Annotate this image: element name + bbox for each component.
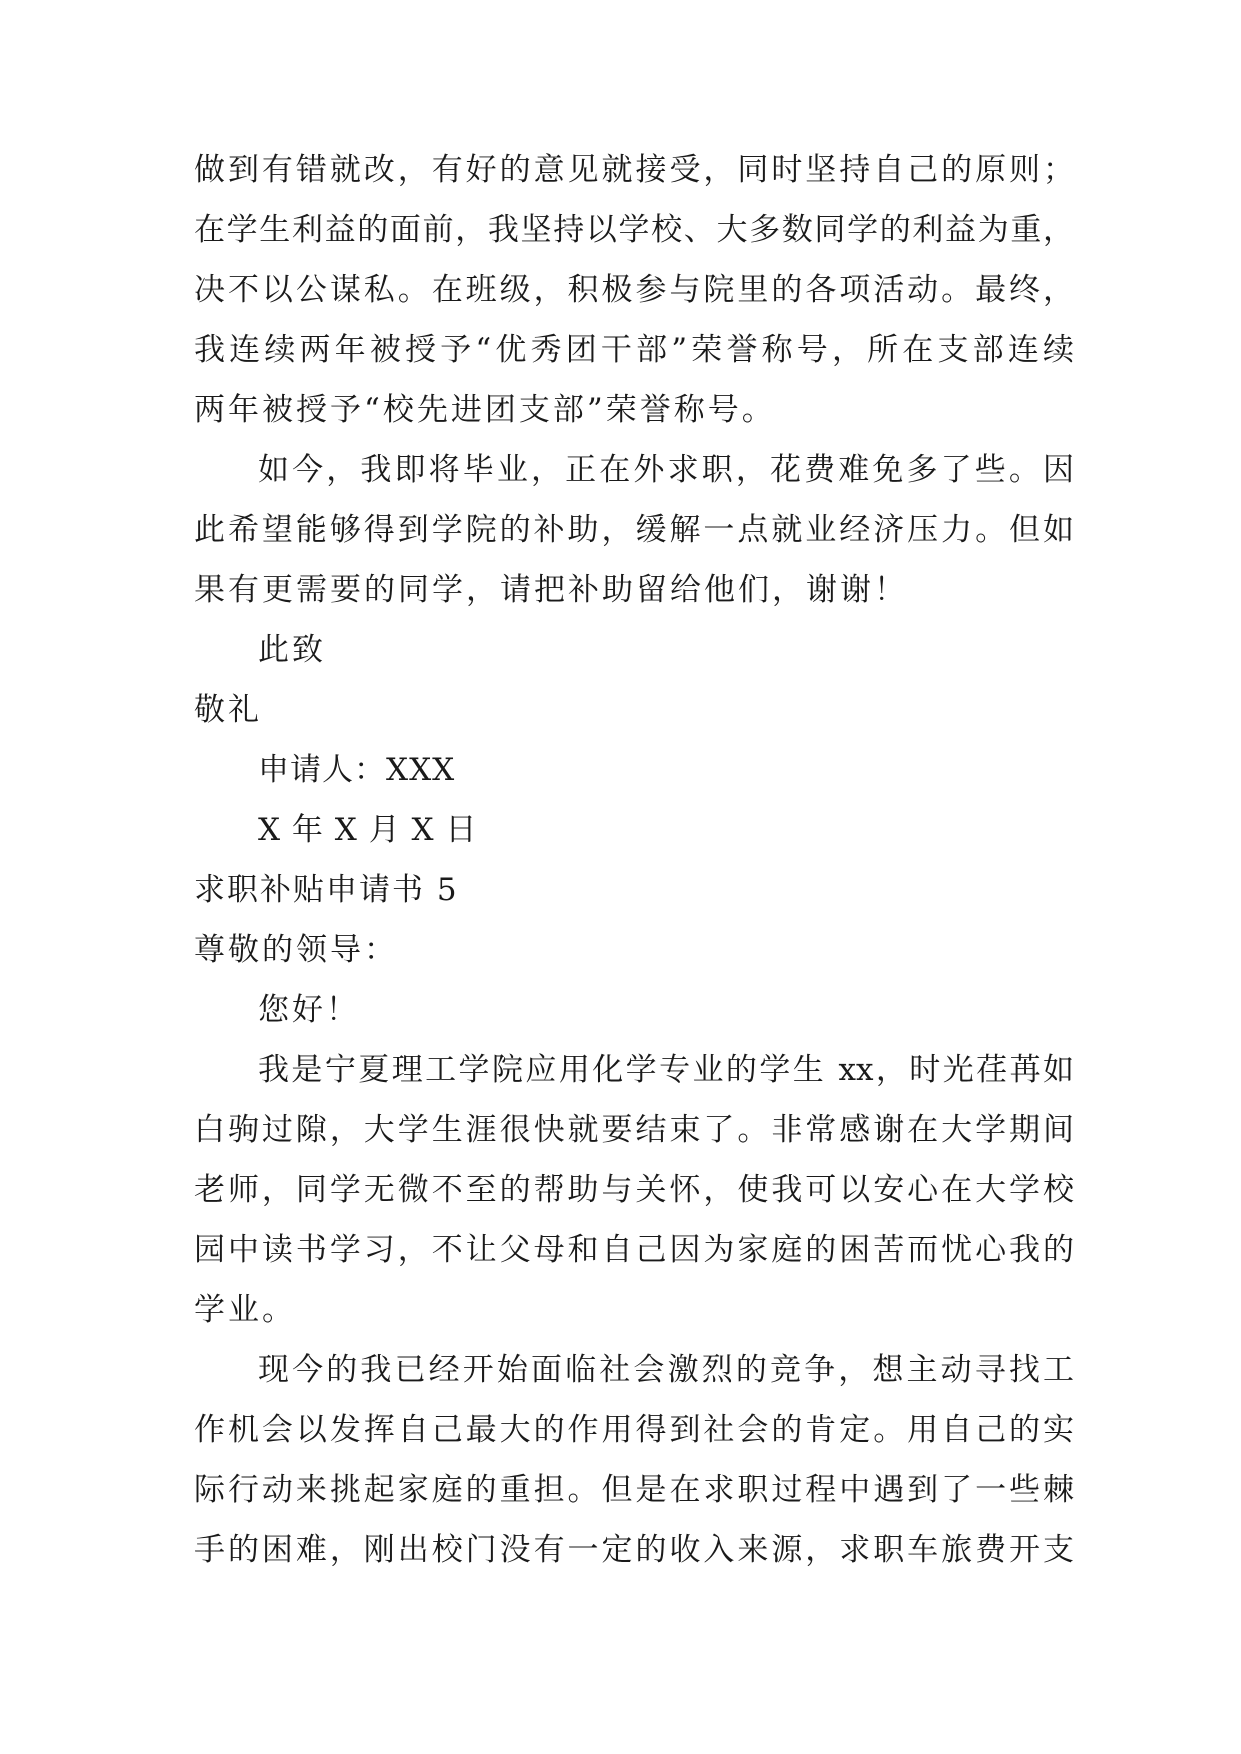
paragraph-line: 两年被授予“校先进团支部”荣誉称号。 <box>194 392 776 428</box>
paragraph-line: 白驹过隙，大学生涯很快就要结束了。非常感谢在大学期间 <box>194 1112 1074 1148</box>
paragraph-line: 果有更需要的同学，请把补助留给他们，谢谢！ <box>194 572 908 608</box>
paragraph-line: 手的困难，刚出校门没有一定的收入来源，求职车旅费开支 <box>194 1532 1074 1568</box>
paragraph-line: 此希望能够得到学院的补助，缓解一点就业经济压力。但如 <box>194 512 1074 548</box>
paragraph-line: 我是宁夏理工学院应用化学专业的学生 xx，时光荏苒如 <box>258 1052 1074 1088</box>
paragraph-line: 学业。 <box>194 1292 296 1328</box>
closing-salutation: 此致 <box>258 632 326 668</box>
paragraph-line: 际行动来挑起家庭的重担。但是在求职过程中遇到了一些棘 <box>194 1472 1074 1508</box>
paragraph-line: 老师，同学无微不至的帮助与关怀，使我可以安心在大学校 <box>194 1172 1074 1208</box>
applicant-signature: 申请人：XXX <box>258 752 456 788</box>
signature-date: X 年 X 月 X 日 <box>258 812 478 848</box>
paragraph-line: 我连续两年被授予“优秀团干部”荣誉称号，所在支部连续 <box>194 332 1074 368</box>
paragraph-line: 做到有错就改，有好的意见就接受，同时坚持自己的原则； <box>194 152 1074 188</box>
letter-greeting: 尊敬的领导： <box>194 932 398 968</box>
letter-salutation: 您好！ <box>258 992 360 1028</box>
paragraph-line: 如今，我即将毕业，正在外求职，花费难免多了些。因 <box>258 452 1074 488</box>
paragraph-line: 现今的我已经开始面临社会激烈的竞争，想主动寻找工 <box>258 1352 1074 1388</box>
section-title: 求职补贴申请书 5 <box>194 872 459 908</box>
paragraph-line: 园中读书学习，不让父母和自己因为家庭的困苦而忧心我的 <box>194 1232 1074 1268</box>
paragraph-line: 作机会以发挥自己最大的作用得到社会的肯定。用自己的实 <box>194 1412 1074 1448</box>
paragraph-line: 在学生利益的面前，我坚持以学校、大多数同学的利益为重， <box>194 212 1074 248</box>
closing-regards: 敬礼 <box>194 692 262 728</box>
paragraph-line: 决不以公谋私。在班级，积极参与院里的各项活动。最终， <box>194 272 1074 308</box>
